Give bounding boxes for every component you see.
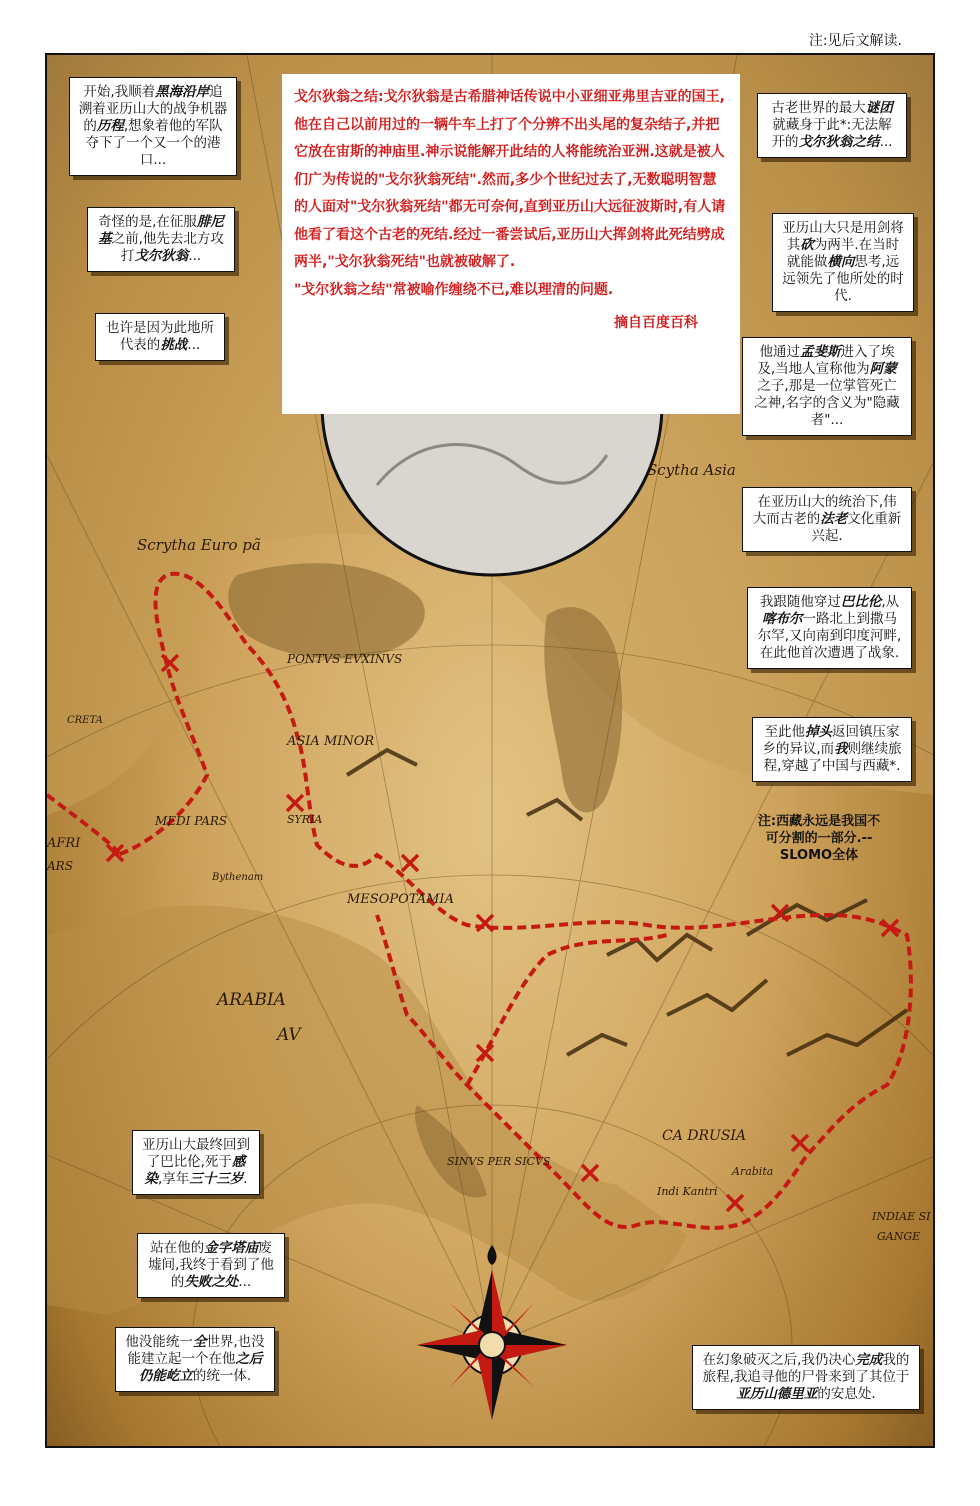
caption-emphasis: 谜团 bbox=[865, 100, 893, 116]
route-return bbox=[467, 935, 667, 1085]
map-label: PONTVS EVXINVS bbox=[287, 652, 403, 666]
caption-right-2 bbox=[772, 213, 914, 312]
caption-emphasis: 感染 bbox=[144, 1154, 246, 1187]
map-label: CA DRUSIA bbox=[662, 1128, 747, 1144]
caption-text: 在幻象破灭之后,我仍决心 bbox=[702, 1352, 856, 1368]
caption-text: 一路北上到撒马尔罕,又向南到印度河畔,在此他首次遭遇了战象. bbox=[757, 611, 902, 661]
note-body: 戈尔狄翁之结:戈尔狄翁是古希腊神话传说中小亚细亚弗里吉亚的国王,他在自己以前用过的一辆牛车上打了个分辨不出头尾的复杂结子,并把它放在宙斯的神庙里.神示说能解开此结的人将能统治亚洲.这就是被人们广为传说的"戈尔狄翁死结".然而,多少个世纪过去了,无数聪明智慧的人面对"戈尔狄翁死结"都无可奈何,直到亚历山大远征波斯时,有人请他看了看这个古老的死结.经过一番尝试后,亚历山大挥剑将此死结劈成两半,"戈尔狄翁死结"也就被破解了. bbox=[294, 89, 726, 270]
caption-left-3 bbox=[95, 313, 225, 361]
map-label: SYRIA bbox=[287, 813, 323, 826]
caption-text: 亚历山大最终回到了巴比伦,死于 bbox=[142, 1137, 250, 1170]
caption-text: 返回镇压家乡的异议,而 bbox=[762, 724, 900, 757]
map-label: GANGE bbox=[877, 1230, 921, 1243]
caption-text: 他通过 bbox=[759, 344, 800, 360]
caption-text: 我的旅程,我追寻他的尸骨来到了其位于 bbox=[702, 1352, 910, 1385]
caption-text: ,享年 bbox=[157, 1171, 190, 1187]
caption-text: 奇怪的是,在征服 bbox=[98, 214, 197, 230]
map-label: MEDI PARS bbox=[155, 814, 228, 828]
caption-right-4 bbox=[742, 487, 912, 552]
caption-emphasis: 黑海沿岸 bbox=[155, 84, 210, 100]
caption-text: ... bbox=[187, 337, 201, 353]
caption-emphasis: 阿蒙 bbox=[869, 361, 897, 377]
caption-text: 开始,我顺着 bbox=[83, 84, 156, 100]
caption-emphasis: 孟斐斯 bbox=[800, 344, 841, 360]
caption-emphasis: 三十三岁 bbox=[189, 1171, 244, 1187]
map-label: ARABIA bbox=[217, 990, 286, 1010]
black-sea bbox=[228, 563, 425, 659]
caption-emphasis: 戈尔狄翁之结 bbox=[798, 134, 880, 150]
map-label: CRETA bbox=[67, 715, 103, 726]
caption-emphasis: 挑战 bbox=[160, 337, 188, 353]
top-note: 注:见后文解读. bbox=[808, 33, 902, 49]
caption-emphasis: 亚历山德里亚 bbox=[736, 1386, 818, 1402]
caption-text: 我跟随他穿过 bbox=[759, 594, 841, 610]
caption-text: ,想象着他的军队夺下了一个又一个的港口... bbox=[85, 118, 223, 168]
caption-right-3 bbox=[742, 337, 912, 436]
caption-emphasis: 法老 bbox=[820, 511, 848, 527]
caption-emphasis: 巴比伦 bbox=[840, 594, 882, 610]
note-line2: "戈尔狄翁之结"常被喻作缠绕不已,难以理清的问题. bbox=[294, 281, 614, 298]
caption-text: 世界,也没能建立起一个在他 bbox=[127, 1334, 265, 1367]
caption-emphasis: 横向 bbox=[827, 254, 855, 270]
caption-text: 就藏身于此*:无法解开的 bbox=[771, 117, 892, 150]
caption-text: 文化重新兴起. bbox=[811, 511, 902, 544]
map-label: ASIA MINOR bbox=[287, 734, 375, 749]
caption-bottom-left-1 bbox=[132, 1130, 260, 1195]
caption-emphasis: 戈尔狄翁 bbox=[134, 248, 189, 264]
map-label: MESOPOTAMIA bbox=[347, 892, 454, 907]
caption-emphasis: 完成 bbox=[855, 1352, 883, 1368]
caption-bottom-left-3 bbox=[115, 1327, 275, 1392]
caption-text: 亚历山大只是用剑将其 bbox=[782, 220, 904, 253]
caption-right-1 bbox=[757, 93, 907, 158]
caption-left-1 bbox=[69, 77, 237, 176]
caption-text: 废墟间,我终于看到了他的 bbox=[148, 1240, 274, 1290]
gordian-knot-note bbox=[282, 74, 740, 414]
caption-text: 也许是因为此地所代表的 bbox=[106, 320, 214, 353]
tibet-note: 注:西藏永远是我国不可分割的一部分.--SLOMO全体 bbox=[757, 814, 881, 863]
map-label: Scrytha Euro pã bbox=[137, 536, 261, 554]
caption-text: 为两半.在当时就能做 bbox=[786, 237, 900, 270]
caption-emphasis: 失败之处 bbox=[184, 1274, 239, 1290]
caption-emphasis: 历程 bbox=[96, 118, 124, 134]
caption-text: 追溯着亚历山大的战争机器的 bbox=[78, 84, 228, 134]
caption-emphasis: 之后仍能屹立 bbox=[138, 1351, 263, 1384]
caption-right-6 bbox=[752, 717, 912, 782]
caption-right-5 bbox=[747, 587, 912, 669]
caption-text: 古老世界的最大 bbox=[771, 100, 866, 116]
caption-emphasis: 掉头 bbox=[805, 724, 832, 740]
map-label: AFRI bbox=[47, 836, 81, 851]
map-label: Arabita bbox=[732, 1165, 774, 1178]
caption-text: 则继续旅程,穿越了中国与西藏*. bbox=[763, 741, 902, 774]
caption-text: ,从 bbox=[881, 594, 900, 610]
caspian-sea bbox=[544, 607, 622, 812]
caption-emphasis: 金字塔庙 bbox=[204, 1240, 259, 1256]
caption-text: 的安息处. bbox=[817, 1386, 876, 1402]
caption-text: 进入了埃及,当地人宣称他为 bbox=[757, 344, 895, 377]
caption-text: ... bbox=[879, 134, 893, 150]
caption-emphasis: 喀布尔 bbox=[762, 611, 803, 627]
caption-left-2 bbox=[87, 207, 235, 272]
caption-text: 思考,远远领先了他所处的时代. bbox=[782, 254, 904, 304]
caption-text: ... bbox=[238, 1274, 252, 1290]
caption-text: 至此他 bbox=[764, 724, 805, 740]
caption-bottom-right bbox=[692, 1345, 920, 1410]
caption-text: 的统一体. bbox=[192, 1368, 252, 1384]
map-label: AV bbox=[277, 1025, 301, 1045]
caption-emphasis: 我 bbox=[834, 741, 848, 757]
map-label: ARS bbox=[47, 859, 73, 873]
caption-emphasis: 砍 bbox=[800, 237, 814, 253]
map-label: INDIAE SI bbox=[872, 1210, 931, 1223]
caption-text: 之子,那是一位掌管死亡之神,名字的含义为"隐藏者"... bbox=[754, 378, 900, 428]
note-source: 摘自百度百科 bbox=[614, 315, 698, 331]
caption-text: 他没能统一 bbox=[125, 1334, 193, 1350]
caption-text: ... bbox=[188, 248, 202, 264]
map-label: SINVS PER SICVS bbox=[447, 1155, 551, 1168]
caption-emphasis: 全 bbox=[192, 1334, 207, 1350]
caption-bottom-left-2 bbox=[137, 1233, 285, 1298]
caption-text: 在亚历山大的统治下,伟大而古老的 bbox=[752, 494, 897, 527]
caption-text: . bbox=[243, 1171, 248, 1187]
caption-emphasis: 腓尼基 bbox=[98, 214, 224, 247]
map-label: Bythenam bbox=[212, 872, 264, 883]
map-label: Indi Kantri bbox=[657, 1185, 718, 1198]
map-label: Scytha Asia bbox=[647, 461, 736, 479]
caption-text: 之前,他先去北方攻打 bbox=[111, 231, 224, 264]
caption-text: 站在他的 bbox=[150, 1240, 205, 1256]
